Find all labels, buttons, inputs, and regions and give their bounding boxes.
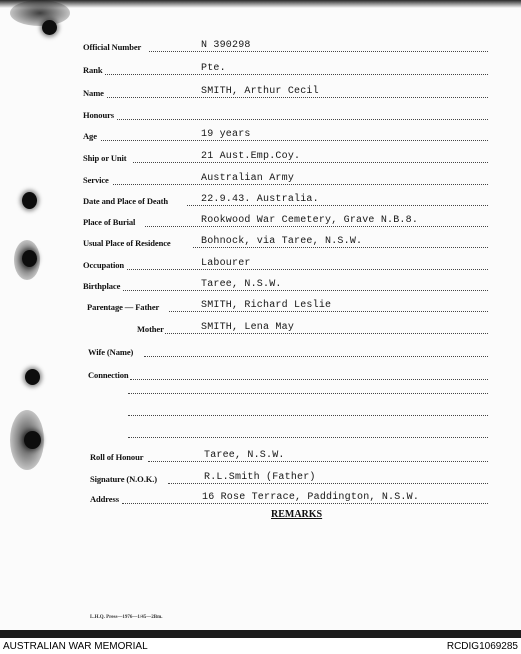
remarks-heading: REMARKS	[271, 509, 323, 520]
punch-hole	[25, 369, 40, 385]
scan-edge-bottom	[0, 630, 521, 638]
field-value: 19 years	[201, 129, 251, 140]
field-value: SMITH, Lena May	[201, 322, 295, 333]
field-address	[90, 490, 488, 506]
connection-line	[128, 437, 488, 438]
field-label: Name	[83, 88, 104, 98]
field-value: Pte.	[201, 63, 226, 74]
field-value: Taree, N.S.W.	[201, 279, 282, 290]
field-value: 21 Aust.Emp.Coy.	[201, 151, 301, 162]
field-label: Rank	[83, 65, 103, 75]
field-wife	[88, 343, 488, 359]
field-label: Usual Place of Residence	[83, 238, 171, 248]
field-father	[87, 298, 488, 314]
field-value: 16 Rose Terrace, Paddington, N.S.W.	[202, 492, 420, 503]
caption-source: AUSTRALIAN WAR MEMORIAL	[3, 641, 148, 652]
field-line	[107, 97, 488, 98]
field-label: Ship or Unit	[83, 153, 127, 163]
field-label: Place of Burial	[83, 217, 136, 227]
field-official-number	[83, 38, 488, 54]
field-label: Date and Place of Death	[83, 196, 169, 206]
field-label: Address	[90, 494, 119, 504]
connection-line	[128, 415, 488, 416]
field-ship-or-unit	[83, 149, 488, 165]
field-value: N 390298	[201, 40, 251, 51]
scan-smudge	[10, 0, 70, 26]
punch-hole	[24, 431, 41, 449]
field-value: Bohnock, via Taree, N.S.W.	[201, 236, 363, 247]
field-label: Signature (N.O.K.)	[90, 474, 157, 484]
field-usual-residence	[83, 234, 488, 250]
field-date-place-of-death	[83, 192, 488, 208]
field-line	[187, 205, 488, 206]
field-value: Labourer	[201, 258, 251, 269]
field-line	[148, 461, 488, 462]
field-line	[113, 184, 488, 185]
field-label: Occupation	[83, 260, 125, 270]
field-label: Honours	[83, 110, 114, 120]
field-name	[83, 84, 488, 100]
field-line	[127, 269, 488, 270]
field-line	[193, 247, 488, 248]
caption-id: RCDIG1069285	[446, 641, 518, 652]
field-line	[117, 119, 488, 120]
field-label: Parentage — Father	[87, 302, 160, 312]
field-value: 22.9.43. Australia.	[201, 194, 319, 205]
field-line	[133, 162, 488, 163]
field-age	[83, 127, 488, 143]
field-label: Roll of Honour	[90, 452, 144, 462]
field-service	[83, 171, 488, 187]
field-line	[130, 379, 488, 380]
field-roll-of-honour	[90, 448, 488, 464]
field-line	[145, 226, 488, 227]
field-value: R.L.Smith (Father)	[204, 472, 316, 483]
scan-edge-top	[0, 0, 521, 8]
field-line	[149, 51, 488, 52]
field-mother	[137, 320, 488, 336]
punch-hole	[42, 20, 57, 35]
field-value: SMITH, Arthur Cecil	[201, 86, 319, 97]
field-line	[105, 74, 488, 75]
field-value: SMITH, Richard Leslie	[201, 300, 332, 311]
field-label: Connection	[88, 370, 129, 380]
field-rank	[83, 61, 488, 77]
field-label: Wife (Name)	[88, 347, 134, 357]
field-line	[144, 356, 488, 357]
field-line	[101, 140, 488, 141]
connection-line	[128, 393, 488, 394]
field-value: Australian Army	[201, 173, 295, 184]
field-line	[123, 290, 488, 291]
field-line	[168, 483, 488, 484]
field-value: Rookwood War Cemetery, Grave N.B.8.	[201, 215, 419, 226]
field-line	[165, 333, 488, 334]
field-honours	[83, 106, 488, 122]
field-line	[169, 311, 488, 312]
punch-hole	[22, 192, 37, 209]
field-line	[122, 503, 488, 504]
field-label: Mother	[137, 324, 164, 334]
field-label: Service	[83, 175, 109, 185]
punch-hole	[22, 250, 37, 267]
print-code: L.H.Q. Press—1976—1/45—2Bm.	[90, 615, 163, 620]
field-label: Official Number	[83, 42, 142, 52]
field-occupation	[83, 256, 488, 272]
field-birthplace	[83, 277, 488, 293]
field-signature	[90, 470, 488, 486]
field-place-of-burial	[83, 213, 488, 229]
field-value: Taree, N.S.W.	[204, 450, 285, 461]
field-connection	[88, 366, 488, 382]
field-label: Birthplace	[83, 281, 121, 291]
field-label: Age	[83, 131, 97, 141]
